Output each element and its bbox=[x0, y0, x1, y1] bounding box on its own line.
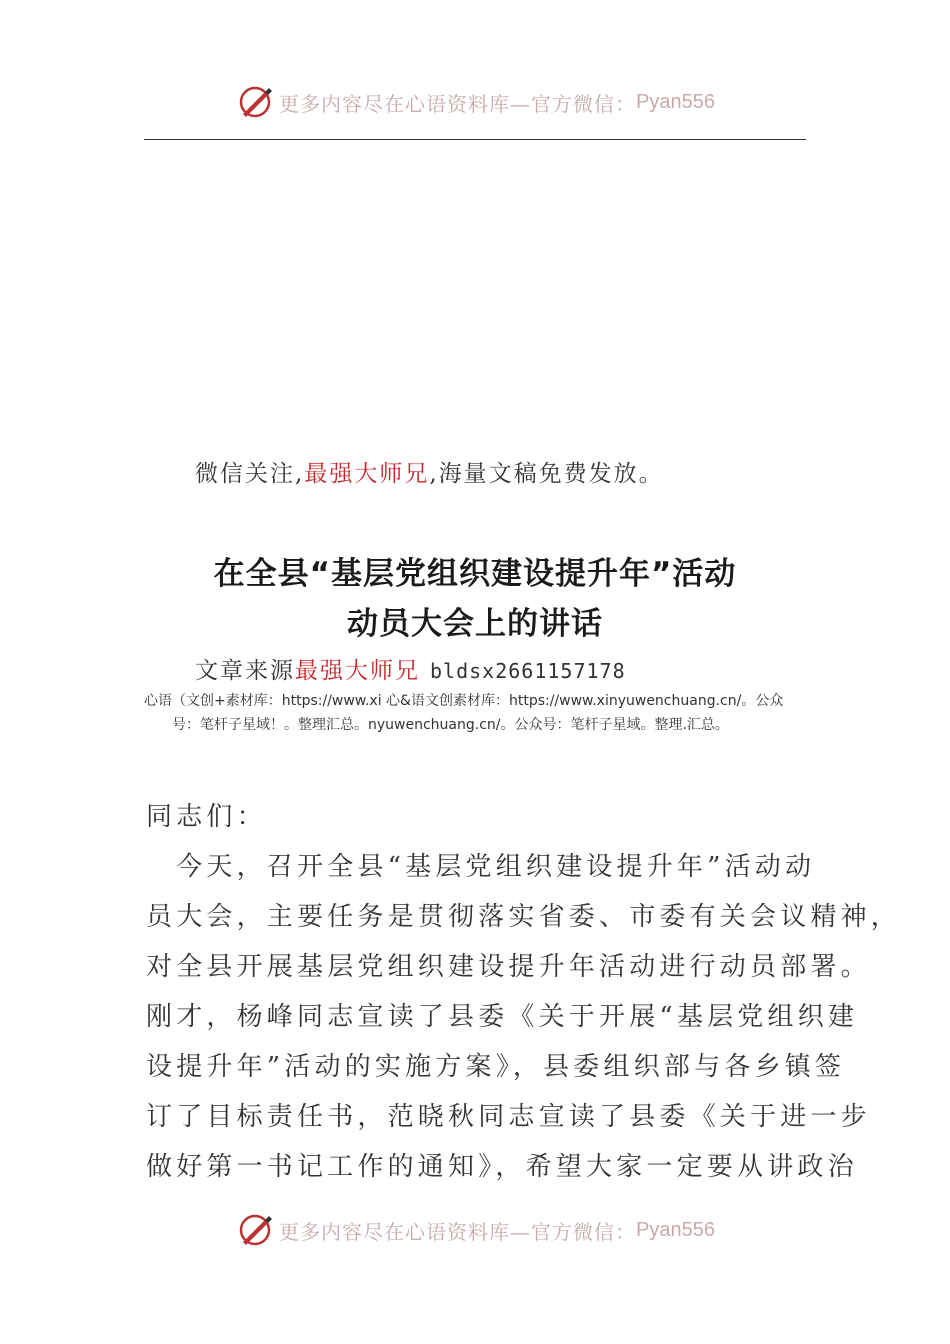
wechat-notice bbox=[195, 455, 664, 488]
source-code: bldsx2661157178 bbox=[430, 659, 626, 683]
pen-logo-icon bbox=[235, 82, 275, 122]
banner-text: 更多内容尽在心语资料库—官方微信： bbox=[279, 1219, 637, 1244]
article-source bbox=[195, 652, 626, 685]
body-line: 刚才，杨峰同志宣读了县委《关于开展“基层党组织建 bbox=[146, 1002, 859, 1032]
source-highlight: 最强大师兄 bbox=[295, 658, 420, 684]
banner-wechat-id: Pyan556 bbox=[636, 90, 715, 113]
body-line: 订了目标责任书，范晓秋同志宣读了县委《关于进一步 bbox=[146, 1102, 871, 1132]
body-line: 做好第一书记工作的通知》，希望大家一定要从讲政治 bbox=[146, 1152, 858, 1182]
body-line: 员大会，主要任务是贯彻落实省委、市委有关会议精神， bbox=[146, 902, 902, 932]
banner-text: 更多内容尽在心语资料库—官方微信： bbox=[279, 91, 637, 116]
banner-wechat-id: Pyan556 bbox=[636, 1218, 715, 1241]
notice-prefix: 微信关注, bbox=[195, 461, 305, 487]
xinyu-note-line-1: 心语（文创+素材库：https://www.xi 心&语文创素材库：https://www.xinyuwenchuang.cn/。公众 bbox=[144, 693, 784, 709]
notice-suffix: ,海量文稿免费发放。 bbox=[429, 461, 664, 487]
notice-highlight: 最强大师兄 bbox=[304, 461, 430, 487]
body-line: 对全县开展基层党组织建设提升年活动进行动员部署。 bbox=[146, 952, 871, 982]
body-line: 设提升年”活动的实施方案》，县委组织部与各乡镇签 bbox=[146, 1052, 846, 1082]
header-rule bbox=[144, 139, 806, 140]
document-title-line-1: 在全县“基层党组织建设提升年”活动 bbox=[213, 556, 737, 592]
footer-banner bbox=[0, 1210, 950, 1250]
body-line: 今天，召开全县“基层党组织建设提升年”活动动 bbox=[146, 852, 816, 882]
pen-logo-icon bbox=[235, 1210, 275, 1250]
document-title-line-2: 动员大会上的讲话 bbox=[347, 606, 603, 642]
header-banner bbox=[0, 82, 950, 122]
xinyu-note-line-2: 号：笔杆子星域！。整理汇总。nyuwenchuang.cn/。公众号：笔杆子星域。整理.汇总。 bbox=[172, 717, 729, 733]
source-label: 文章来源 bbox=[195, 658, 295, 684]
body-line: 同志们： bbox=[146, 802, 267, 832]
